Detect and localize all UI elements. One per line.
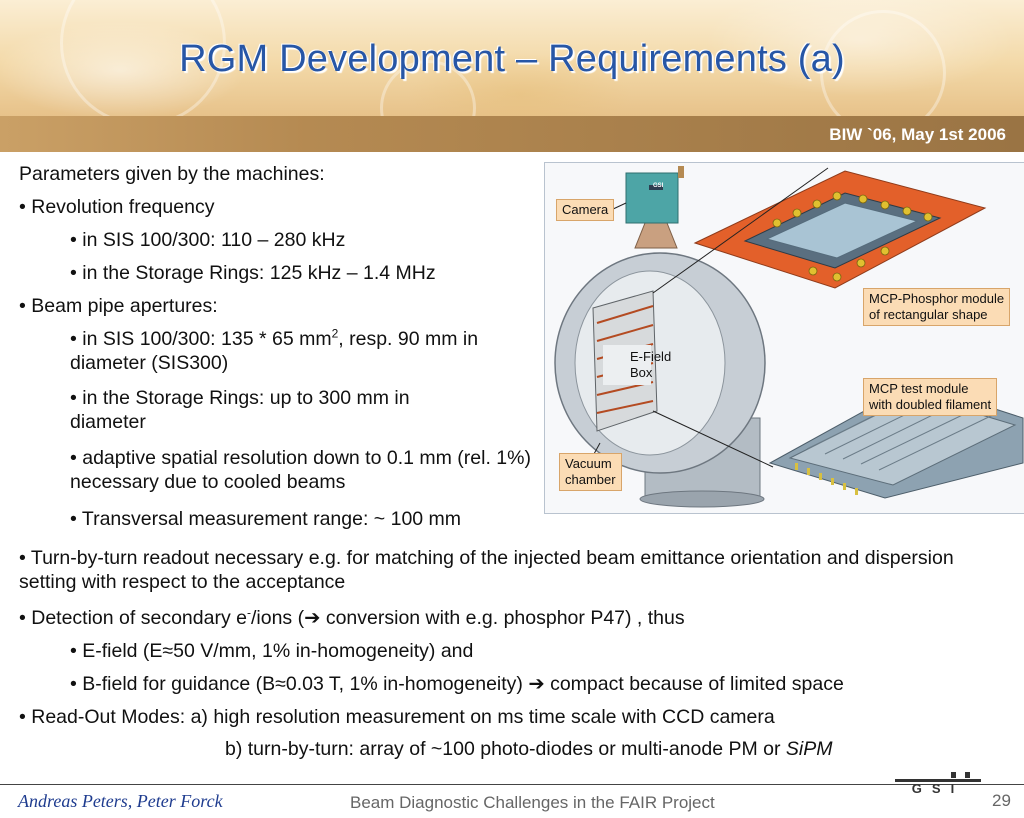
camera-connector — [678, 166, 684, 178]
gsi-logo — [893, 770, 983, 794]
rgm-device-figure — [544, 162, 1024, 514]
superscript-minus: - — [246, 605, 251, 620]
intro-text: Parameters given by the machines: — [19, 163, 325, 185]
page-number: 29 — [992, 791, 1011, 810]
chamber-base — [640, 491, 764, 507]
footer-divider — [0, 784, 1024, 785]
camera-housing — [626, 173, 678, 223]
aperture-sis-text-cont: , resp. 90 mm in diameter (SIS300) — [70, 328, 479, 374]
bullet-rev-rings: • in the Storage Rings: 125 kHz – 1.4 MHz — [70, 262, 436, 284]
bullet-beam-pipe-apertures: • Beam pipe apertures: — [19, 295, 218, 317]
bullet-aperture-rings: • in the Storage Rings: up to 300 mm in diameter — [70, 387, 410, 433]
readout-mode-b — [225, 737, 833, 761]
bullet-aperture-sis — [70, 327, 540, 375]
footer-project-title: Beam Diagnostic Challenges in the FAIR Project — [350, 793, 715, 812]
superscript-two: 2 — [331, 326, 339, 341]
footer-authors: Andreas Peters, Peter Forck — [18, 791, 223, 811]
camera-label: Camera — [556, 199, 614, 221]
slide-title: RGM Development – Requirements (a) — [179, 38, 845, 80]
camera-lens — [635, 223, 677, 248]
readout-mode-b-text: b) turn-by-turn: array of ~100 photo-diodes or multi-anode PM or — [225, 738, 786, 760]
bullet-rev-sis: • in SIS 100/300: 110 – 280 kHz — [70, 229, 346, 251]
bullet-adaptive-resolution: • adaptive spatial resolution down to 0.1 mm (rel. 1%) necessary due to cooled beams — [70, 447, 531, 493]
conference-date: BIW `06, May 1st 2006 — [829, 125, 1006, 144]
vacuum-chamber-label: Vacuum chamber — [559, 453, 622, 491]
bullet-readout-modes: • Read-Out Modes: a) high resolution measurement on ms time scale with CCD camera — [19, 706, 775, 728]
bullet-revolution-frequency: • Revolution frequency — [19, 196, 215, 218]
logo-text: GSI — [911, 781, 965, 794]
title-banner — [0, 0, 1024, 116]
bullet-detection — [19, 606, 685, 630]
efield-box-label: E-Field Box — [630, 349, 672, 380]
bullet-turn-by-turn: • Turn-by-turn readout necessary e.g. for matching of the injected beam emittance orientation and dispersion setting with respect to the acceptance — [19, 547, 954, 593]
detection-text: • Detection of secondary e — [19, 607, 247, 629]
bullet-bfield: • B-field for guidance (B≈0.03 T, 1% in-homogeneity) ➔ compact because of limited space — [70, 673, 844, 695]
camera-gsi-tag: GSI — [653, 183, 664, 189]
bullet-transversal-range: • Transversal measurement range: ~ 100 mm — [70, 508, 462, 530]
mcp-phosphor-label: MCP-Phosphor module of rectangular shape — [863, 288, 1010, 326]
detection-text-cont: /ions (➔ conversion with e.g. phosphor P47) , thus — [250, 607, 685, 629]
mcp-test-label: MCP test module with doubled filament — [863, 378, 997, 416]
bullet-efield: • E-field (E≈50 V/mm, 1% in-homogeneity) and — [70, 640, 474, 662]
sipm-text: SiPM — [785, 738, 833, 760]
aperture-sis-text: • in SIS 100/300: 135 * 65 mm — [70, 328, 332, 350]
